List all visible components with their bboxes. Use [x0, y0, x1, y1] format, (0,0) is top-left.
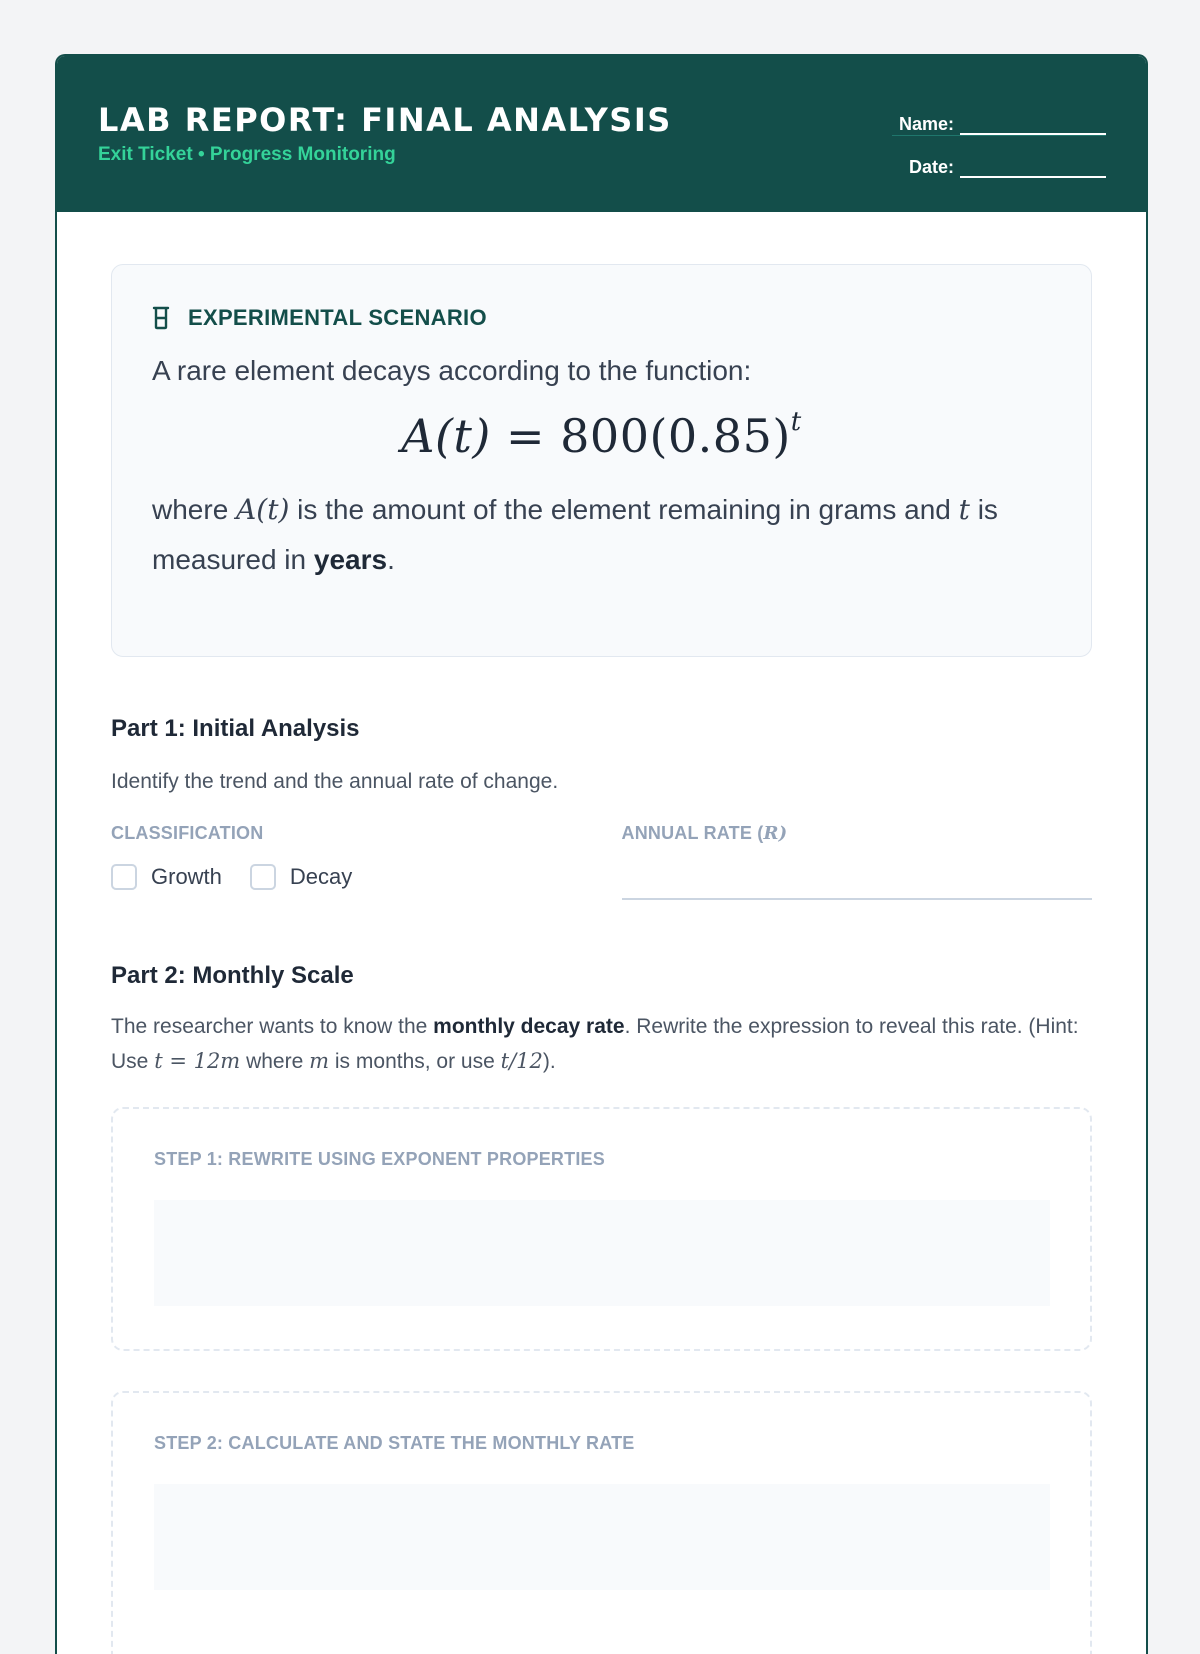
- part-1-description: Identify the trend and the annual rate of change.: [111, 770, 559, 793]
- page-title: LAB REPORT: FINAL ANALYSIS: [98, 101, 672, 139]
- content: [57, 212, 1146, 1654]
- part-2-text: ).: [542, 1050, 556, 1073]
- explanation-text: where: [152, 494, 229, 525]
- classification-options: [111, 864, 582, 890]
- classification-label: CLASSIFICATION: [111, 823, 264, 843]
- step-1-box: [111, 1107, 1092, 1351]
- part-2-hint-equation: t = 12m: [154, 1049, 241, 1073]
- part-2-title: Part 2: Monthly Scale: [111, 962, 354, 989]
- scenario-heading-text: EXPERIMENTAL SCENARIO: [188, 305, 487, 330]
- decay-option[interactable]: [250, 864, 352, 890]
- growth-label: Growth: [151, 864, 222, 889]
- beaker-icon: [152, 306, 170, 330]
- part-2-text: is months, or use: [334, 1050, 495, 1073]
- formula-coefficient: 800: [560, 409, 650, 463]
- growth-checkbox[interactable]: [111, 864, 137, 890]
- page-subtitle: Exit Ticket • Progress Monitoring: [98, 144, 396, 165]
- explanation-years: years: [313, 544, 388, 575]
- part-2-description: [111, 1010, 1092, 1079]
- step-2-work-area[interactable]: [154, 1484, 1050, 1590]
- part-2-var-m: m: [309, 1049, 330, 1073]
- explanation-period: .: [387, 544, 395, 575]
- part-2-hint-fraction: t/12: [500, 1049, 543, 1073]
- part-2-text: . Rewrite the expression to reveal this rate. (Hint: Use: [111, 1015, 1079, 1073]
- step-1-work-area[interactable]: [154, 1200, 1050, 1306]
- decay-label: Decay: [289, 864, 353, 889]
- header: [57, 56, 1146, 212]
- decay-formula: [152, 406, 1051, 463]
- scenario-card: [111, 264, 1092, 657]
- explanation-var-t: t: [958, 493, 970, 526]
- name-row: [892, 100, 1106, 136]
- annual-rate-input[interactable]: [622, 844, 1093, 900]
- date-label: Date:: [908, 157, 954, 177]
- name-field[interactable]: [960, 117, 1106, 135]
- student-meta: [892, 100, 1106, 178]
- decay-checkbox[interactable]: [250, 864, 276, 890]
- part-2-text: The researcher wants to know the: [111, 1015, 428, 1038]
- explanation-text: is measured in: [152, 494, 998, 575]
- worksheet: [55, 54, 1148, 1654]
- scenario-heading: [152, 305, 1051, 331]
- step-2-box: [111, 1391, 1092, 1654]
- annual-rate-label-text: ANNUAL RATE (: [621, 823, 764, 843]
- part-1-fields: [111, 823, 1092, 900]
- formula-equals: =: [505, 409, 546, 463]
- scenario-explanation: [152, 485, 1051, 585]
- explanation-var-a: A(t): [236, 493, 290, 526]
- part-2-emphasis: monthly decay rate: [433, 1015, 625, 1038]
- date-row: [892, 142, 1106, 178]
- annual-rate-label: [622, 823, 1093, 844]
- name-label: Name:: [898, 114, 954, 134]
- scenario-intro: A rare element decays according to the function:: [152, 355, 752, 386]
- formula-exponent: t: [790, 406, 802, 437]
- part-1-section: [111, 715, 1092, 900]
- date-field[interactable]: [960, 160, 1106, 178]
- explanation-text: is the amount of the element remaining in grams and: [297, 494, 951, 525]
- classification-group: [111, 823, 582, 900]
- part-2-section: [111, 962, 1092, 1654]
- annual-rate-group: [622, 823, 1093, 900]
- part-1-title: Part 1: Initial Analysis: [111, 715, 360, 742]
- formula-lhs: A(t): [401, 409, 491, 463]
- growth-option[interactable]: [111, 864, 222, 890]
- formula-base: (0.85): [649, 409, 791, 463]
- step-2-label: STEP 2: CALCULATE AND STATE THE MONTHLY RATE: [154, 1433, 635, 1453]
- annual-rate-symbol: R): [763, 823, 788, 844]
- step-1-label: STEP 1: REWRITE USING EXPONENT PROPERTIES: [154, 1149, 605, 1169]
- part-2-text: where: [246, 1050, 304, 1073]
